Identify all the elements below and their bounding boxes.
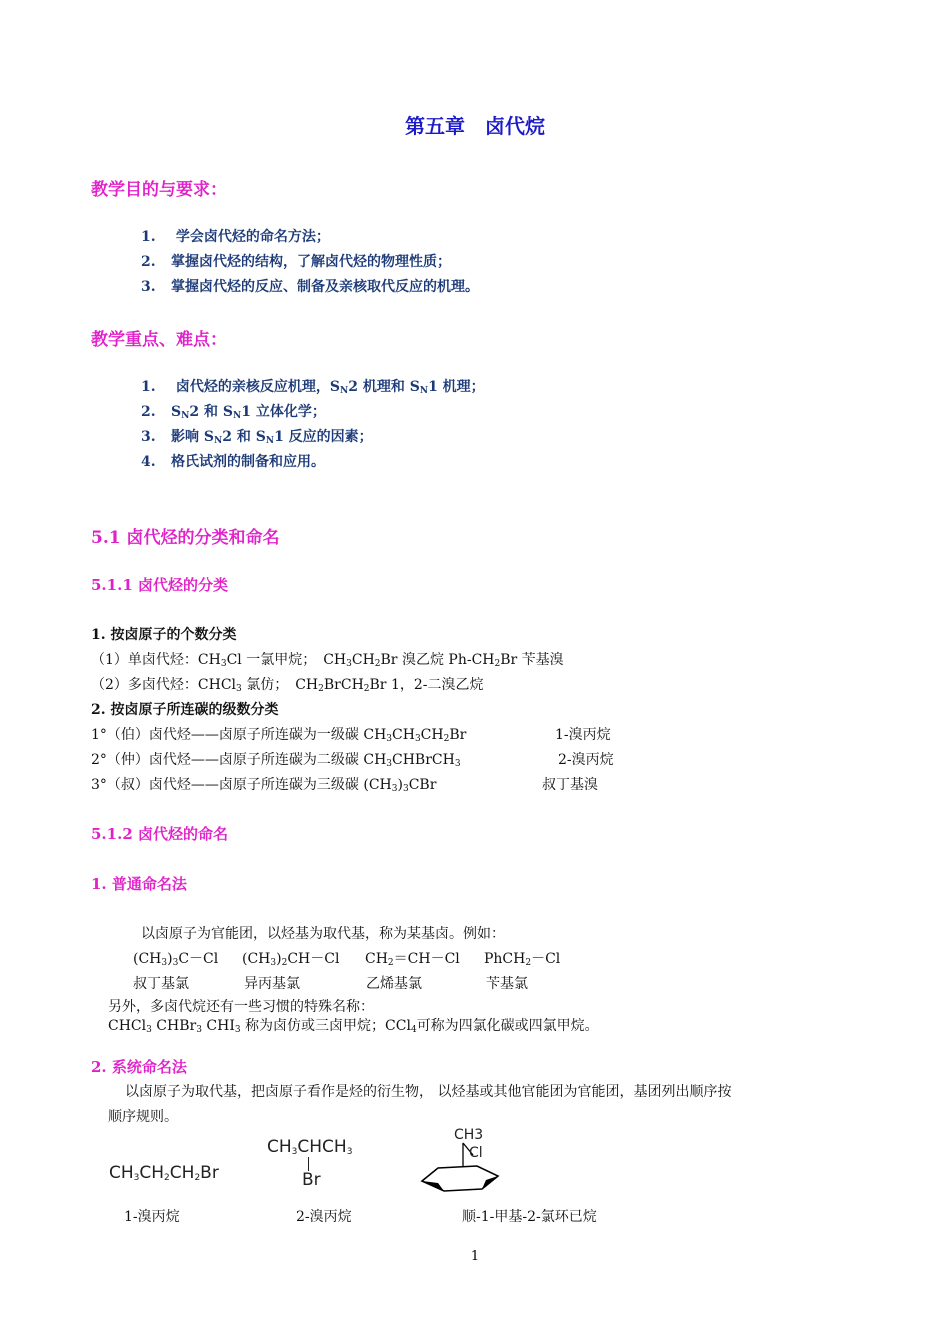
formula-vinyl-chloride: $CH_2=CH-Cl$ xyxy=(365,951,460,968)
secondary-halide-line: 2°（仲）卤代烃——卤原子所连碳为二级碳 $CH_3CHBrCH_3$ xyxy=(91,752,461,769)
special-names-line: CHCl$_3$ CHBr$_3$ $CHI_3$ 称为卤仿或三卤甲烷；CCl$_4$可称为四氯化碳或四氯甲烷。 xyxy=(108,1018,599,1035)
section-5-1-2-heading: 5.1.2 卤代烃的命名 xyxy=(91,825,228,843)
name-tert-butyl-chloride: 叔丁基氯 xyxy=(133,976,189,992)
formula-tert-butyl-chloride: $(CH_3)_3C-Cl$ xyxy=(133,951,219,968)
name-isopropyl-chloride: 异丙基氯 xyxy=(244,976,300,992)
section-5-1-heading: 5.1 卤代烃的分类和命名 xyxy=(91,528,280,548)
structure-2-bond xyxy=(308,1157,309,1171)
classify-by-count-title: 1. 按卤原子的个数分类 xyxy=(91,627,237,643)
goal-item-2: 2. 掌握卤代烃的结构，了解卤代烃的物理性质； xyxy=(141,254,451,270)
goal-item-1: 1. 学会卤代烃的命名方法； xyxy=(141,229,330,245)
structure-name-3: 顺-1-甲基-2-氯环已烷 xyxy=(462,1209,597,1225)
systematic-naming-text-1: 以卤原子为取代基，把卤原子看作是烃的衍生物， 以烃基或其他官能团为官能团，基团列出顺序按 xyxy=(125,1084,732,1100)
cyclohexane-ring xyxy=(422,1166,498,1191)
primary-halide-name: 1-溴丙烷 xyxy=(555,727,611,743)
common-naming-heading: 1. 普通命名法 xyxy=(91,875,187,893)
section-5-1-1-heading: 5.1.1 卤代烃的分类 xyxy=(91,576,228,594)
structure-2-br-label: Br xyxy=(302,1170,321,1190)
classify-by-degree-title: 2. 按卤原子所连碳的级数分类 xyxy=(91,702,279,718)
poly-halide-line: （2）多卤代烃：CHCl$_3$ 氯仿； $CH_2BrCH_2Br$ 1，2-二溴乙烷 xyxy=(91,677,484,694)
page-number: 1 xyxy=(470,1249,480,1264)
common-naming-intro: 以卤原子为官能团，以烃基为取代基，称为某基卤。例如： xyxy=(141,926,505,942)
formula-benzyl-chloride: PhCH$_2$－Cl xyxy=(484,951,561,968)
systematic-naming-text-2: 顺序规则。 xyxy=(108,1109,178,1125)
structure-3-cl-label: Cl xyxy=(469,1145,483,1161)
goal-item-3: 3. 掌握卤代烃的反应、制备及亲核取代反应的机理。 xyxy=(141,279,479,295)
secondary-halide-name: 2-溴丙烷 xyxy=(558,752,614,768)
tertiary-halide-name: 叔丁基溴 xyxy=(542,777,598,793)
name-vinyl-chloride: 乙烯基氯 xyxy=(366,976,422,992)
key-item-3: 3. 影响 $S_N2$ 和 $S_N1$ 反应的因素； xyxy=(141,429,373,446)
structure-name-1: 1-溴丙烷 xyxy=(124,1209,180,1225)
structure-3-ch3-label: CH3 xyxy=(454,1127,484,1143)
structure-1-bromopropane: $CH_3CH_2CH_2Br$ xyxy=(109,1163,219,1183)
key-item-4: 4. 格氏试剂的制备和应用。 xyxy=(141,454,325,470)
systematic-naming-heading: 2. 系统命名法 xyxy=(91,1058,187,1076)
special-names-note: 另外，多卤代烷还有一些习惯的特殊名称： xyxy=(108,999,374,1015)
goals-heading: 教学目的与要求： xyxy=(91,180,227,200)
mono-halide-line: （1）单卤代烃：$CH_3Cl$ 一氯甲烷； $CH_3CH_2Br$ 溴乙烷 $Ph-CH_2Br$ 苄基溴 xyxy=(91,652,564,669)
key-item-2: 2. $S_N2$ 和 $S_N1$ 立体化学； xyxy=(141,404,326,421)
structure-2-bromopropane-chain: $CH_3CHCH_3$ xyxy=(267,1137,353,1157)
formula-isopropyl-chloride: $(CH_3)_2CH-Cl$ xyxy=(242,951,340,968)
key-heading: 教学重点、难点： xyxy=(91,330,227,350)
name-benzyl-chloride: 苄基氯 xyxy=(486,976,528,992)
primary-halide-line: 1°（伯）卤代烃——卤原子所连碳为一级碳 $CH_3CH_3CH_2Br$ xyxy=(91,727,467,744)
tertiary-halide-line: 3°（叔）卤代烃——卤原子所连碳为三级碳 $(CH_3)_3CBr$ xyxy=(91,777,437,794)
structure-name-2: 2-溴丙烷 xyxy=(296,1209,352,1225)
page-title: 第五章 卤代烷 xyxy=(405,114,545,138)
key-item-1: 1. 卤代烃的亲核反应机理，$S_N2$ 机理和 $S_N1$ 机理； xyxy=(141,379,485,396)
